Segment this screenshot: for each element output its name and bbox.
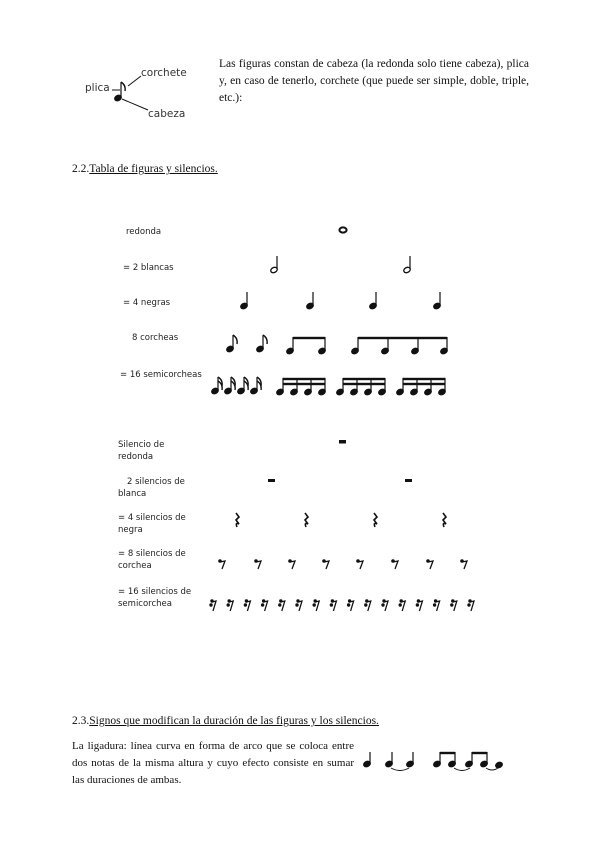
sixteenth-rest bbox=[332, 601, 336, 611]
label-redonda: redonda bbox=[126, 227, 162, 237]
whole-note bbox=[339, 227, 346, 232]
label-negras: = 4 negras bbox=[123, 298, 171, 308]
sixteenth-rest-dot bbox=[227, 603, 230, 606]
sixteenth-rest bbox=[384, 601, 388, 611]
sixteenth-rest bbox=[281, 601, 285, 611]
eighth-rest bbox=[393, 561, 398, 569]
label-silencio-negra: = 4 silencios de negra bbox=[118, 513, 186, 535]
section-title: Tabla de figuras y silencios. bbox=[89, 163, 218, 175]
plica-label: plica bbox=[85, 82, 110, 94]
half-rest bbox=[268, 479, 275, 482]
cabeza-leader bbox=[122, 99, 148, 110]
note-beam bbox=[358, 337, 447, 339]
tie-example-note bbox=[495, 761, 503, 768]
label-silencio-semicorchea: = 16 silencios de semicorchea bbox=[118, 587, 192, 609]
note-flag bbox=[233, 335, 237, 344]
label-silencio-blanca: 2 silencios de blanca bbox=[118, 477, 185, 499]
sixteenth-rest bbox=[436, 601, 440, 611]
sixteenth-rest bbox=[229, 601, 233, 611]
half-rest bbox=[405, 479, 412, 482]
sixteenth-rest-dot bbox=[295, 603, 298, 606]
cabeza-label: cabeza bbox=[148, 108, 186, 120]
sixteenth-rest-dot bbox=[416, 603, 419, 606]
note-beam bbox=[343, 383, 385, 385]
sixteenth-rest bbox=[418, 601, 422, 611]
sixteenth-rest-dot bbox=[399, 603, 402, 606]
eighth-rest bbox=[256, 561, 261, 569]
note-beam bbox=[472, 752, 487, 754]
quarter-rest bbox=[305, 513, 308, 527]
sixteenth-rest bbox=[367, 601, 371, 611]
eighth-rest bbox=[324, 561, 329, 569]
eighth-rest bbox=[220, 561, 225, 569]
note-flag bbox=[263, 335, 267, 344]
sixteenth-rest bbox=[470, 601, 474, 611]
sixteenth-rest bbox=[246, 601, 250, 611]
note-flag bbox=[121, 82, 125, 91]
sixteenth-rest bbox=[264, 601, 268, 611]
corchete-label: corchete bbox=[141, 67, 187, 79]
note-beam bbox=[293, 337, 325, 339]
tie-arc bbox=[391, 768, 409, 771]
sixteenth-rest bbox=[315, 601, 319, 611]
ligadura-paragraph: La ligadura: línea curva en forma de arco que se coloca entre dos notas de la misma altura y cuyo efecto consiste en sumar las duraciones de ambas. bbox=[72, 740, 354, 786]
sixteenth-rest bbox=[401, 601, 405, 611]
sixteenth-rest bbox=[298, 601, 302, 611]
sixteenth-rest-dot bbox=[467, 603, 470, 606]
eighth-rest bbox=[290, 561, 295, 569]
tie-arc bbox=[454, 768, 470, 771]
note-beam bbox=[283, 383, 325, 385]
section-title: Signos que modifican la duración de las figuras y los silencios. bbox=[89, 715, 379, 727]
sixteenth-rest bbox=[350, 601, 354, 611]
eighth-rest bbox=[428, 561, 433, 569]
sixteenth-rest-dot bbox=[347, 603, 350, 606]
label-corcheas: 8 corcheas bbox=[132, 333, 179, 343]
label-blancas: = 2 blancas bbox=[123, 263, 174, 273]
quarter-rest bbox=[374, 513, 377, 527]
note-beam bbox=[403, 383, 445, 385]
intro-paragraph: Las figuras constan de cabeza (la redonda solo tiene cabeza), plica y, en caso de tenerlo, corchete (que puede ser simple, doble, triple, etc.): bbox=[219, 58, 529, 104]
section-number: 2.2. bbox=[72, 163, 90, 175]
note-beam bbox=[343, 378, 385, 380]
note-beam bbox=[403, 378, 445, 380]
sixteenth-rest-dot bbox=[313, 603, 316, 606]
sixteenth-rest bbox=[212, 601, 216, 611]
sixteenth-rest-dot bbox=[450, 603, 453, 606]
sixteenth-rest-dot bbox=[433, 603, 436, 606]
sixteenth-rest-dot bbox=[330, 603, 333, 606]
eighth-rest bbox=[358, 561, 363, 569]
section-number: 2.3. bbox=[72, 715, 90, 727]
sixteenth-rest bbox=[453, 601, 457, 611]
sixteenth-rest-dot bbox=[278, 603, 281, 606]
label-semicorcheas: = 16 semicorcheas bbox=[120, 370, 202, 380]
sixteenth-rest-dot bbox=[209, 603, 212, 606]
sixteenth-rest-dot bbox=[381, 603, 384, 606]
label-silencio-corchea: = 8 silencios de corchea bbox=[118, 549, 186, 571]
quarter-rest bbox=[236, 513, 239, 527]
whole-rest bbox=[339, 440, 346, 444]
eighth-rest bbox=[462, 561, 467, 569]
note-beam bbox=[440, 752, 455, 754]
note-beam bbox=[283, 378, 325, 380]
sixteenth-rest-dot bbox=[244, 603, 247, 606]
sixteenth-rest-dot bbox=[261, 603, 264, 606]
label-silencio-redonda: Silencio de redonda bbox=[118, 440, 165, 462]
tie-arc bbox=[486, 768, 498, 770]
sixteenth-rest-dot bbox=[364, 603, 367, 606]
quarter-rest bbox=[443, 513, 446, 527]
corchete-leader bbox=[128, 76, 141, 86]
